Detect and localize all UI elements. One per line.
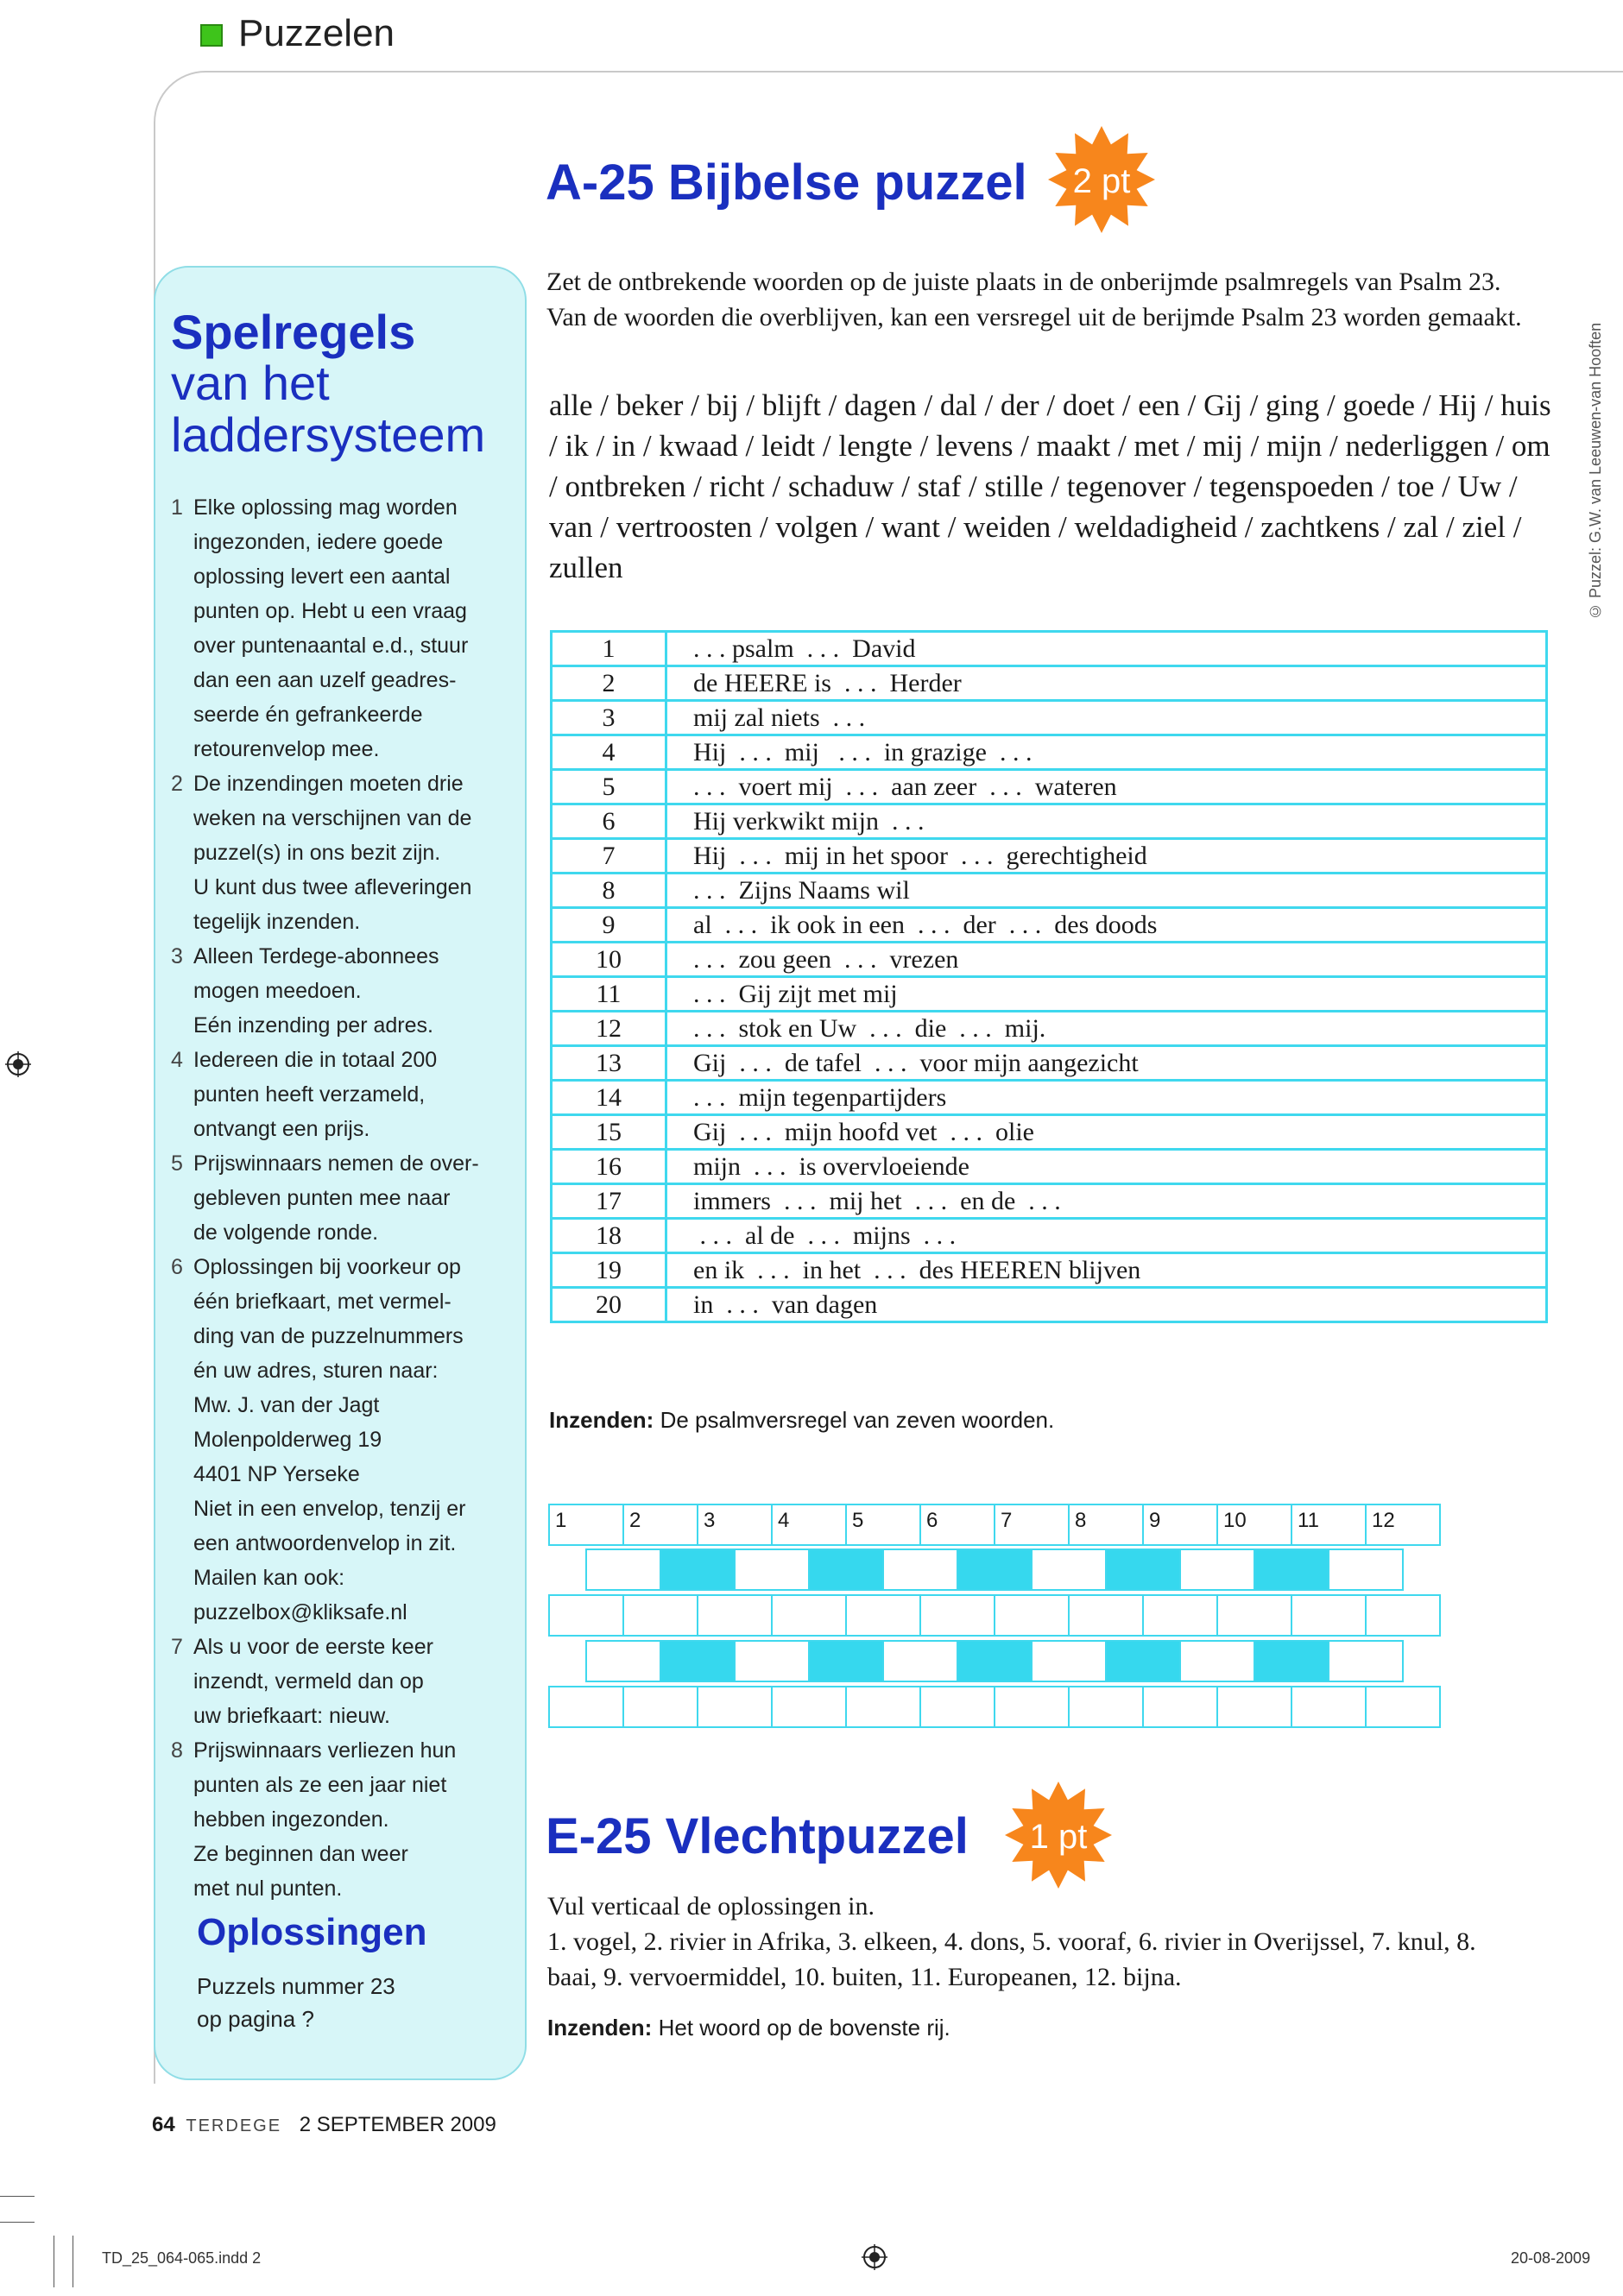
rule-item bbox=[171, 1146, 508, 1250]
submit-label: Inzenden: bbox=[547, 2015, 653, 2041]
registration-mark-icon bbox=[862, 2244, 887, 2270]
rule-number: 4 bbox=[171, 1048, 183, 1072]
grid-cell: 7 bbox=[994, 1504, 1070, 1546]
grid-cell: 3 bbox=[697, 1504, 773, 1546]
clue-text: . . . stok en Uw . . . die . . . mij. bbox=[666, 1012, 1547, 1046]
submit-text: Het woord op de bovenste rij. bbox=[652, 2015, 950, 2041]
clue-number: 11 bbox=[552, 977, 666, 1012]
grid-cell bbox=[548, 1594, 624, 1637]
clue-row bbox=[552, 1288, 1547, 1322]
grid-row bbox=[587, 1640, 1404, 1682]
grid-cell bbox=[622, 1686, 698, 1728]
points-badge-e bbox=[1001, 1776, 1122, 1897]
clue-number: 15 bbox=[552, 1115, 666, 1150]
grid-cell bbox=[1105, 1549, 1181, 1591]
clue-row bbox=[552, 943, 1547, 977]
clue-text: Gij . . . de tafel . . . voor mijn aangezicht bbox=[666, 1046, 1547, 1081]
grid-row bbox=[550, 1594, 1441, 1637]
grid-cell bbox=[1291, 1594, 1367, 1637]
grid-cell bbox=[1142, 1686, 1218, 1728]
clue-row bbox=[552, 1219, 1547, 1253]
submit-text: De psalmversregel van zeven woorden. bbox=[654, 1407, 1055, 1433]
clue-text: Hij . . . mij in het spoor . . . gerechtigheid bbox=[666, 839, 1547, 874]
sidebar-subtitle: van het laddersysteem bbox=[171, 356, 486, 462]
grid-cell bbox=[585, 1549, 661, 1591]
clue-number: 14 bbox=[552, 1081, 666, 1115]
clue-row bbox=[552, 632, 1547, 666]
crop-mark bbox=[0, 2222, 35, 2223]
grid-cell bbox=[882, 1549, 958, 1591]
puzzle-e-clues: 1. vogel, 2. rivier in Afrika, 3. elkeen, 4. dons, 5. vooraf, 6. rivier in Overijssel, 7. knul, 8. baai, 9. vervoermiddel, 10. buiten, 11. Europeanen, 12. bijna. bbox=[547, 1927, 1476, 1991]
grid-cell: 6 bbox=[919, 1504, 995, 1546]
clue-number: 10 bbox=[552, 943, 666, 977]
rule-number: 7 bbox=[171, 1635, 183, 1659]
rule-text: Als u voor de eerste keer inzendt, vermeld dan op uw briefkaart: nieuw. bbox=[193, 1635, 433, 1728]
clue-number: 19 bbox=[552, 1253, 666, 1288]
points-badge-a bbox=[1045, 121, 1165, 242]
magazine-name: TERDEGE bbox=[186, 2116, 282, 2135]
clue-text: . . . voert mij . . . aan zeer . . . wateren bbox=[666, 770, 1547, 804]
grid-cell: 9 bbox=[1142, 1504, 1218, 1546]
grid-cell bbox=[1365, 1594, 1441, 1637]
grid-cell bbox=[1105, 1640, 1181, 1682]
grid-cell bbox=[845, 1686, 921, 1728]
clue-text: . . . zou geen . . . vrezen bbox=[666, 943, 1547, 977]
grid-cell bbox=[622, 1594, 698, 1637]
clue-text: . . . psalm . . . David bbox=[666, 632, 1547, 666]
clue-text: de HEERE is . . . Herder bbox=[666, 666, 1547, 701]
clue-text: . . . al de . . . mijns . . . bbox=[666, 1219, 1547, 1253]
puzzle-e-submit bbox=[547, 2015, 950, 2041]
points-badge-label: 2 pt bbox=[1072, 162, 1131, 200]
grid-cell bbox=[1216, 1686, 1292, 1728]
section-title: Puzzelen bbox=[238, 12, 395, 54]
sidebar-title: Spelregels bbox=[171, 305, 416, 359]
clue-text: . . . Zijns Naams wil bbox=[666, 874, 1547, 908]
rule-text: Iedereen die in totaal 200 punten heeft verzameld, ontvangt een prijs. bbox=[193, 1048, 438, 1141]
clue-row bbox=[552, 1115, 1547, 1150]
grid-cell bbox=[1328, 1640, 1404, 1682]
grid-cell bbox=[548, 1686, 624, 1728]
rule-item bbox=[171, 490, 508, 766]
grid-cell bbox=[808, 1549, 884, 1591]
grid-cell bbox=[845, 1594, 921, 1637]
puzzle-a-intro: Zet de ontbrekende woorden op de juiste plaats in de onberijmde psalmregels van Psalm 23. Van de woorden die overblijven, kan een versregel uit de berijmde Psalm 23 worden gemaakt. bbox=[546, 268, 1522, 331]
clue-row bbox=[552, 1184, 1547, 1219]
clue-number: 4 bbox=[552, 735, 666, 770]
grid-cell bbox=[771, 1686, 847, 1728]
grid-cell bbox=[919, 1594, 995, 1637]
clue-number: 13 bbox=[552, 1046, 666, 1081]
clue-text: en ik . . . in het . . . des HEEREN blijven bbox=[666, 1253, 1547, 1288]
grid-cell: 10 bbox=[1216, 1504, 1292, 1546]
clue-number: 9 bbox=[552, 908, 666, 943]
grid-cell bbox=[1291, 1686, 1367, 1728]
registration-mark-icon bbox=[5, 1051, 31, 1077]
clue-row bbox=[552, 666, 1547, 701]
clue-number: 18 bbox=[552, 1219, 666, 1253]
grid-cell bbox=[919, 1686, 995, 1728]
clue-text: . . . Gij zijt met mij bbox=[666, 977, 1547, 1012]
grid-cell bbox=[1179, 1549, 1255, 1591]
grid-row bbox=[550, 1686, 1441, 1728]
slug-date: 20-08-2009 bbox=[1511, 2249, 1591, 2267]
grid-cell bbox=[1179, 1640, 1255, 1682]
grid-cell bbox=[957, 1549, 1033, 1591]
clue-number: 12 bbox=[552, 1012, 666, 1046]
solutions-title: Oplossingen bbox=[197, 1911, 427, 1953]
grid-cell: 4 bbox=[771, 1504, 847, 1546]
clue-row bbox=[552, 1012, 1547, 1046]
slug-filename: TD_25_064-065.indd 2 bbox=[102, 2249, 262, 2267]
clue-row bbox=[552, 1046, 1547, 1081]
grid-cell bbox=[771, 1594, 847, 1637]
rule-number: 2 bbox=[171, 772, 183, 796]
grid-cell: 8 bbox=[1068, 1504, 1144, 1546]
rule-item bbox=[171, 766, 508, 939]
clue-row bbox=[552, 874, 1547, 908]
clue-number: 8 bbox=[552, 874, 666, 908]
grid-cell: 11 bbox=[1291, 1504, 1367, 1546]
word-list: alle / beker / bij / blijft / dagen / dal / der / doet / een / Gij / ging / goede / Hij / huis / ik / in / kwaad / leidt / lengte / levens / maakt / met / mij / mijn / nederliggen / om / ontbreken / richt / schaduw / staf / stille / tegenover / tegenspoeden / toe / Uw / van / vertroosten / volgen / want / weiden / weldadigheid / zachtkens / zal / ziel / zullen bbox=[549, 388, 1551, 584]
clue-text: Gij . . . mijn hoofd vet . . . olie bbox=[666, 1115, 1547, 1150]
rule-text: Prijswinnaars nemen de over- gebleven punten mee naar de volgende ronde. bbox=[193, 1151, 479, 1245]
rule-number: 5 bbox=[171, 1151, 183, 1176]
grid-cell: 5 bbox=[845, 1504, 921, 1546]
grid-cell: 1 bbox=[548, 1504, 624, 1546]
rules-list bbox=[171, 490, 508, 1906]
rule-item bbox=[171, 1250, 508, 1630]
section-marker-icon bbox=[200, 24, 223, 47]
grid-cell bbox=[882, 1640, 958, 1682]
grid-cell bbox=[1365, 1686, 1441, 1728]
clue-row bbox=[552, 839, 1547, 874]
rule-number: 8 bbox=[171, 1738, 183, 1763]
clue-text: immers . . . mij het . . . en de . . . bbox=[666, 1184, 1547, 1219]
clue-number: 5 bbox=[552, 770, 666, 804]
grid-cell: 12 bbox=[1365, 1504, 1441, 1546]
clue-number: 2 bbox=[552, 666, 666, 701]
clue-text: mijn . . . is overvloeiende bbox=[666, 1150, 1547, 1184]
clue-row bbox=[552, 1150, 1547, 1184]
clue-row bbox=[552, 1081, 1547, 1115]
clue-row bbox=[552, 804, 1547, 839]
clue-row bbox=[552, 735, 1547, 770]
grid-cell bbox=[957, 1640, 1033, 1682]
issue-date: 2 SEPTEMBER 2009 bbox=[299, 2113, 496, 2136]
puzzle-e-title: E-25 Vlechtpuzzel bbox=[546, 1808, 969, 1864]
grid-number-row bbox=[550, 1504, 1441, 1546]
rule-item bbox=[171, 1630, 508, 1733]
clue-number: 16 bbox=[552, 1150, 666, 1184]
rule-item bbox=[171, 1733, 508, 1906]
clue-row bbox=[552, 908, 1547, 943]
rule-number: 1 bbox=[171, 495, 183, 520]
rule-item bbox=[171, 1043, 508, 1146]
grid-cell bbox=[1328, 1549, 1404, 1591]
page-number: 64 bbox=[152, 2113, 175, 2136]
rule-text: Prijswinnaars verliezen hun punten als ze een jaar niet hebben ingezonden. Ze beginnen dan weer met nul punten. bbox=[193, 1738, 457, 1901]
clue-text: Hij . . . mij . . . in grazige . . . bbox=[666, 735, 1547, 770]
clue-row bbox=[552, 977, 1547, 1012]
puzzle-a-submit bbox=[549, 1407, 1054, 1434]
grid-cell bbox=[994, 1594, 1070, 1637]
clue-text: al . . . ik ook in een . . . der . . . des doods bbox=[666, 908, 1547, 943]
rule-number: 6 bbox=[171, 1255, 183, 1279]
clue-row bbox=[552, 701, 1547, 735]
grid-row bbox=[587, 1549, 1404, 1591]
grid-cell bbox=[1254, 1549, 1329, 1591]
grid-cell bbox=[1142, 1594, 1218, 1637]
grid-cell bbox=[1068, 1686, 1144, 1728]
clue-row bbox=[552, 1253, 1547, 1288]
solutions-text: Puzzels nummer 23 op pagina ? bbox=[197, 1973, 395, 2032]
folio bbox=[152, 2113, 496, 2137]
grid-cell bbox=[660, 1640, 736, 1682]
puzzle-a-title: A-25 Bijbelse puzzel bbox=[546, 155, 1027, 211]
puzzle-credit: © Puzzel: G.W. van Leeuwen-van Hooften bbox=[1587, 322, 1604, 620]
clue-text: . . . mijn tegenpartijders bbox=[666, 1081, 1547, 1115]
grid-cell bbox=[697, 1594, 773, 1637]
clue-row bbox=[552, 770, 1547, 804]
clue-text: mij zal niets . . . bbox=[666, 701, 1547, 735]
grid-cell bbox=[585, 1640, 661, 1682]
grid-cell bbox=[1068, 1594, 1144, 1637]
rule-number: 3 bbox=[171, 944, 183, 968]
grid-cell bbox=[994, 1686, 1070, 1728]
points-badge-label: 1 pt bbox=[1029, 1818, 1088, 1856]
grid-cell bbox=[1216, 1594, 1292, 1637]
puzzle-e-intro bbox=[547, 1889, 1497, 1995]
clue-number: 1 bbox=[552, 632, 666, 666]
puzzle-e-instruction: Vul verticaal de oplossingen in. bbox=[547, 1892, 875, 1921]
clue-number: 20 bbox=[552, 1288, 666, 1322]
rule-text: Alleen Terdege-abonnees mogen meedoen. Eén inzending per adres. bbox=[193, 944, 439, 1038]
grid-cell bbox=[697, 1686, 773, 1728]
rule-item bbox=[171, 939, 508, 1043]
rule-text: Oplossingen bij voorkeur op één briefkaart, met vermel- ding van de puzzelnummers én uw adres, sturen naar: Mw. J. van der Jagt Molenpolderweg 19 4401 NP Yerseke Niet in een envelop, tenzij er een antwoordenvelop in zit. Mailen kan ook: puzzelbox@kliksafe.nl bbox=[193, 1255, 466, 1624]
grid-cell bbox=[1254, 1640, 1329, 1682]
clue-number: 17 bbox=[552, 1184, 666, 1219]
grid-cell bbox=[660, 1549, 736, 1591]
grid-cell: 2 bbox=[622, 1504, 698, 1546]
clue-number: 6 bbox=[552, 804, 666, 839]
submit-label: Inzenden: bbox=[549, 1407, 654, 1433]
grid-cell bbox=[734, 1549, 810, 1591]
crop-mark bbox=[0, 2196, 35, 2197]
clue-text: in . . . van dagen bbox=[666, 1288, 1547, 1322]
rule-text: Elke oplossing mag worden ingezonden, iedere goede oplossing levert een aantal punten op. Hebt u een vraag over puntenaantal e.d., stuur dan een aan uzelf geadres- seerde én gefrankeerde retourenvelop mee. bbox=[193, 495, 469, 761]
grid-cell bbox=[808, 1640, 884, 1682]
clue-text: Hij verkwikt mijn . . . bbox=[666, 804, 1547, 839]
rule-text: De inzendingen moeten drie weken na verschijnen van de puzzel(s) in ons bezit zijn. U kunt dus twee afleveringen tegelijk inzenden. bbox=[193, 772, 472, 934]
clue-number: 3 bbox=[552, 701, 666, 735]
clue-table bbox=[550, 630, 1548, 1323]
grid-cell bbox=[1031, 1549, 1107, 1591]
grid-cell bbox=[1031, 1640, 1107, 1682]
grid-cell bbox=[734, 1640, 810, 1682]
clue-number: 7 bbox=[552, 839, 666, 874]
